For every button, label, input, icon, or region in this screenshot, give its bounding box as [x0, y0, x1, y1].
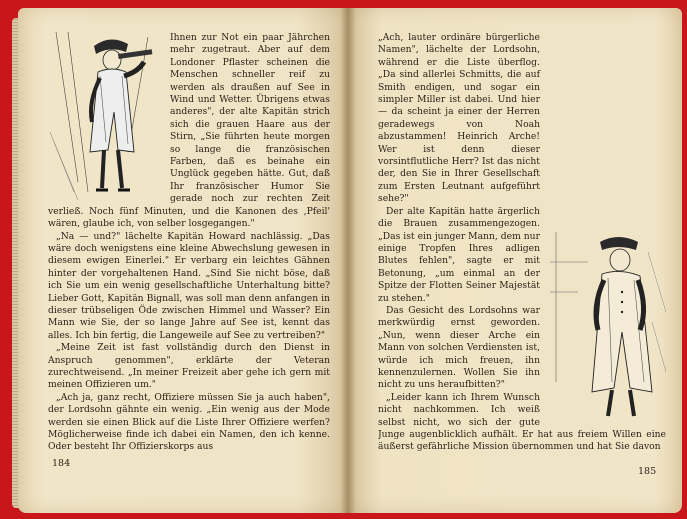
right-paragraph-4: „Leider kann ich Ihrem Wunsch nicht nachkommen. Ich weiß selbst nicht, wo sich der gute Junge augenblicklich aufhält. Er hat aus freiem Willen eine äußerst gefährliche Mission übernommen und hat Sie davon: [378, 391, 666, 453]
left-paragraph-1: Ihnen zur Not ein paar Jährchen mehr zugetraut. Aber auf dem Londoner Pflaster scheinen die Menschen schneller reif zu werden als draußen auf See in Wind und Wetter. Übrigens etwas anderes", der alte Kapitän strich sich die grauen Haare aus der Stirn, „Sie führten heute morgen so lange die französischen Farben, daß es beinahe ein Unglück gegeben hätte. Gut, daß Ihr französischer Humor Sie gerade noch zur rechten Zeit verließ. Noch fünf Minuten, und die Kanonen des ‚Pfeil' wären, glaube ich, von selber losgegangen.": [48, 32, 330, 230]
left-paragraph-2: „Na — und?" lächelte Kapitän Howard nachlässig. „Das wäre doch wenigstens eine kleine Abwechslung gewesen in diesem ewigen Einerlei." Er verbarg ein leichtes Gähnen hinter der vorgehaltenen Hand. „Sind Sie nicht böse, daß ich Sie um ein wenig gesellschaftliche Unterhaltung bitte? Lieber Gott, Kapitän Bignall, was soll man denn anfangen in dieser trübseligen Öde zwischen Himmel und Wasser? Ein Mann wie Sie, der so lange Jahre auf See ist, kennt das alles. Ich bin fertig, die Langeweile auf See zu vertreiben?": [48, 230, 330, 341]
captain-with-spyglass-illustration: [48, 32, 160, 200]
right-page-text: [378, 32, 666, 457]
right-paragraph-1: „Ach, lauter ordinäre bürgerliche Namen", lächelte der Lordsohn, während er die Liste überflog. „Da sind allerlei Schmitts, die auf Smith endigen, und sogar ein simpler Miller ist dabei. Und hier — da scheint ja einer der Herren geradewegs von Noah abzustammen! Heinrich Arche! Wer ist denn dieser vorsintflutliche Herr? Ist das nicht der, den Sie in Ihrer Gesellschaft zum Ersten Leutnant aufgeführt sehe?": [378, 32, 540, 205]
left-paragraph-3: „Meine Zeit ist fast vollständig durch den Dienst in Anspruch genommen", erklärte der Veteran zurechtweisend. „In meiner Freizeit aber gehe ich gern mit meinen Offizieren um.": [48, 342, 330, 391]
right-paragraph-3: Das Gesicht des Lordsohns war merkwürdig ernst geworden. „Nun, wenn dieser Arche ein Mann von solchen Verdiensten ist, würde ich mich freuen, ihn kennenzulernen. Wollen Sie ihn nicht zu uns heraufbitten?": [378, 304, 540, 391]
right-page-number: 185: [638, 466, 657, 477]
officer-in-coat-illustration: [548, 232, 666, 422]
left-page-number: 184: [52, 458, 71, 469]
book-gutter: [340, 8, 356, 513]
left-page: [18, 8, 348, 513]
right-page: [348, 8, 682, 513]
right-paragraph-2: Der alte Kapitän hatte ärgerlich die Brauen zusammengezogen. „Das ist ein junger Mann, dem nur einige Tropfen Ihres adligen Blutes fehlen", sagte er mit Betonung, „um einmal an der Spitze der Flotten Seiner Majestät zu stehen.": [378, 205, 540, 304]
left-paragraph-4: „Ach ja, ganz recht, Offiziere müssen Sie ja auch haben", der Lordsohn gähnte ein wenig. „Ein wenig aus der Mode werden sie einen Blick auf die Liste Ihrer Offiziere werfen? Möglicherweise finde ich dabei ein Namen, den ich kenne. Oder besteht Ihr Offizierskorps aus: [48, 391, 330, 453]
open-book: [18, 8, 682, 513]
left-page-text: [48, 32, 330, 457]
